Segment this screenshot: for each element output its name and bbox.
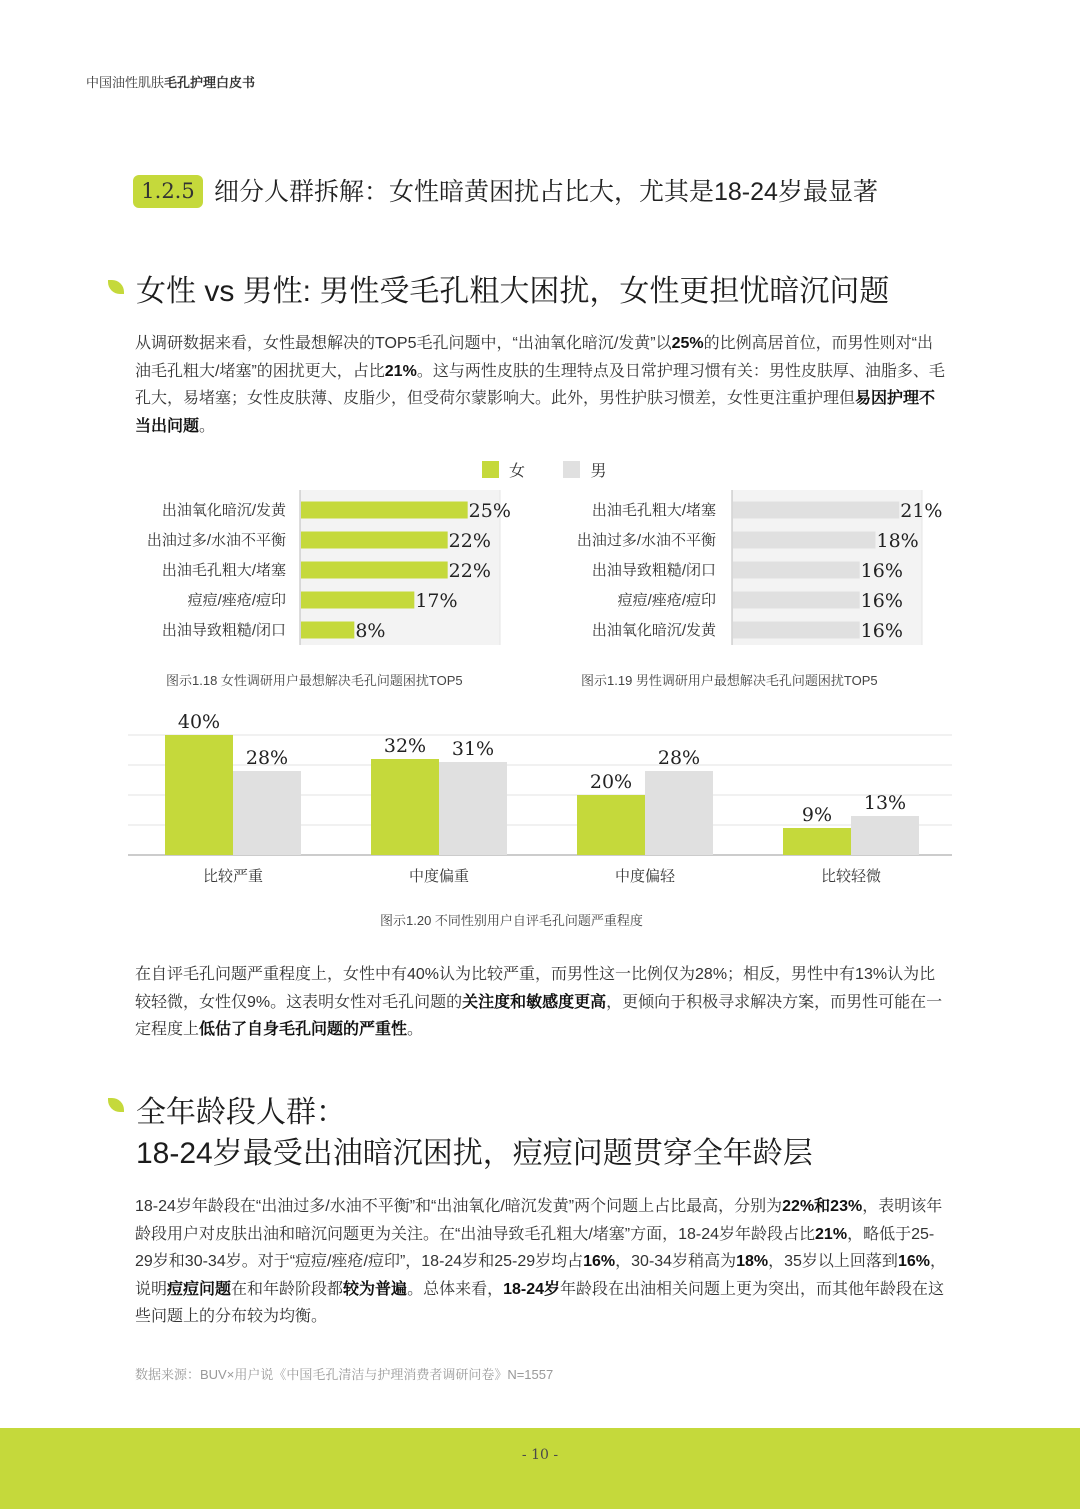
value-label: 22% [448, 560, 491, 582]
bold-run: 18% [736, 1253, 769, 1270]
value-label: 18% [876, 530, 919, 552]
text-run: ，更倾向于积极寻求解决方案，而男性可能在一定程度上 [135, 993, 943, 1038]
bar [301, 502, 468, 519]
legend-female-swatch [482, 461, 499, 478]
bold-run: 易因护理不当出问题 [135, 390, 936, 435]
bar [165, 735, 233, 855]
footer-band [0, 1428, 1080, 1509]
value-label: 17% [415, 590, 458, 612]
legend-female-label: 女 [509, 463, 526, 480]
bar [783, 828, 851, 855]
severity-chart [128, 700, 952, 895]
chart-caption-female: 图示1.18 女性调研用户最想解决毛孔问题困扰TOP5 [166, 673, 463, 688]
bar [301, 592, 414, 609]
bold-run: 21% [384, 362, 417, 380]
female-top5-chart [120, 490, 540, 650]
bar [851, 816, 919, 855]
value-label: 20% [589, 771, 633, 793]
category-label: 比较严重 [202, 868, 264, 885]
bold-run: 18-24岁 [503, 1280, 561, 1298]
value-label: 28% [657, 747, 701, 769]
bar [301, 532, 448, 549]
value-label: 32% [383, 735, 427, 757]
text-run: ，略低于25-29岁和30-34岁。对于“痘痘/痤疮/痘印”，18-24岁和25-29岁均占 [135, 1225, 935, 1270]
value-label: 31% [451, 738, 495, 760]
header-title: 中国油性肌肤毛孔护理白皮书 [86, 75, 256, 90]
chart-legend [482, 458, 640, 481]
category-label: 中度偏重 [408, 868, 470, 885]
category-label: 中度偏轻 [614, 868, 676, 885]
value-label: 16% [860, 560, 903, 582]
text-run: 的比例高居首位，而男性则对“出油毛孔粗大/堵塞”的困扰更大，占比 [135, 335, 933, 380]
category-label: 出油毛孔粗大/堵塞 [591, 502, 716, 519]
bold-run: 25% [671, 335, 704, 352]
value-label: 16% [860, 620, 903, 642]
category-label: 出油氧化暗沉/发黄 [161, 502, 286, 519]
text-run: 在自评毛孔问题严重程度上，女性中有40%认为比较严重，而男性这一比例仅为28%；相反，男性中有13%认为比较轻微，女性仅9%。这表明女性对毛孔问题的 [135, 966, 936, 1011]
value-label: 25% [468, 500, 511, 522]
value-label: 13% [863, 792, 907, 814]
bar [733, 592, 860, 609]
bold-run: 22%和23% [782, 1198, 863, 1215]
page-number: - 10 - [521, 1447, 559, 1463]
text-run: 。 [199, 417, 216, 435]
value-label: 9% [801, 804, 833, 826]
bold-run: 较为普遍 [343, 1280, 408, 1298]
category-label: 出油过多/水油不平衡 [576, 532, 716, 549]
value-label: 8% [355, 620, 386, 642]
section-number-badge: 1.2.5 [133, 175, 203, 208]
text-run: ，30-34岁稍高为 [615, 1253, 737, 1270]
legend-male-swatch [563, 461, 580, 478]
data-source-note: 数据来源：BUV×用户说《中国毛孔清洁与护理消费者调研问卷》N=1557 [135, 1367, 554, 1382]
text-run: 在和年龄阶段都 [231, 1280, 344, 1298]
value-label: 21% [900, 500, 943, 522]
text-run: 年龄段在出油相关问题上更为突出，而其他年龄段在这些问题上的分布较为均衡。 [135, 1280, 945, 1325]
part2-heading-line2: 18-24岁最受出油暗沉困扰，痘痘问题贯穿全年龄层 [136, 1137, 813, 1170]
bar [371, 759, 439, 855]
legend-male [563, 458, 606, 481]
bar [233, 771, 301, 855]
bold-run: 低估了自身毛孔问题的严重性 [199, 1021, 408, 1038]
chart-caption-male: 图示1.19 男性调研用户最想解决毛孔问题困扰TOP5 [581, 673, 878, 688]
text-run: 。 [407, 1021, 424, 1038]
part2-paragraph [135, 1193, 947, 1331]
bar [733, 532, 876, 549]
value-label: 16% [860, 590, 903, 612]
part1-paragraph [135, 330, 947, 440]
category-label: 出油毛孔粗大/堵塞 [161, 562, 286, 579]
bar [733, 562, 860, 579]
bar [301, 562, 448, 579]
category-label: 痘痘/痤疮/痘印 [187, 592, 286, 609]
category-label: 痘痘/痤疮/痘印 [617, 592, 716, 609]
text-run: ，说明 [135, 1253, 946, 1298]
bold-run: 痘痘问题 [167, 1280, 232, 1298]
part1-paragraph-2 [135, 961, 947, 1044]
leaf-icon [108, 1098, 124, 1112]
value-label: 28% [245, 747, 289, 769]
value-label: 40% [177, 711, 221, 733]
bold-run: 16% [583, 1253, 616, 1270]
text-run: 18-24岁年龄段在“出油过多/水油不平衡”和“出油氧化/暗沉发黄”两个问题上占比最高，分别为 [135, 1198, 783, 1215]
text-run: 从调研数据来看，女性最想解决的TOP5毛孔问题中，“出油氧化暗沉/发黄”以 [135, 335, 672, 352]
legend-female [482, 458, 525, 481]
section-title: 细分人群拆解：女性暗黄困扰占比大，尤其是18-24岁最显著 [214, 178, 878, 206]
text-run: 。这与两性皮肤的生理特点及日常护理习惯有关：男性皮肤厚、油脂多、毛孔大，易堵塞；女性皮肤薄、皮脂少，但受荷尔蒙影响大。此外，男性护肤习惯差，女性更注重护理但 [135, 362, 945, 407]
bar [301, 622, 354, 639]
category-label: 出油过多/水油不平衡 [146, 532, 286, 549]
male-top5-chart [560, 490, 960, 650]
category-label: 出油导致粗糙/闭口 [591, 562, 716, 579]
bold-run: 关注度和敏感度更高 [462, 993, 607, 1011]
text-run: 。总体来看， [407, 1280, 504, 1298]
bar [577, 795, 645, 855]
legend-male-label: 男 [590, 463, 607, 480]
category-label: 出油氧化暗沉/发黄 [591, 622, 716, 639]
chart-caption-severity: 图示1.20 不同性别用户自评毛孔问题严重程度 [380, 913, 643, 928]
text-run: ，35岁以上回落到 [768, 1253, 898, 1270]
bold-run: 21% [815, 1225, 848, 1243]
part2-heading-line1: 全年龄段人群： [136, 1096, 346, 1129]
category-label: 出油导致粗糙/闭口 [161, 622, 286, 639]
value-label: 22% [448, 530, 491, 552]
category-label: 比较轻微 [820, 868, 882, 885]
bar [733, 502, 899, 519]
bar [439, 762, 507, 855]
bar [645, 771, 713, 855]
text-run: ，表明该年龄段用户对皮肤出油和暗沉问题更为关注。在“出油导致毛孔粗大/堵塞”方面，18-24岁年龄段占比 [135, 1198, 943, 1243]
bar [733, 622, 860, 639]
part1-heading: 女性 vs 男性: 男性受毛孔粗大困扰，女性更担忧暗沉问题 [136, 275, 890, 308]
leaf-icon [108, 280, 124, 294]
bold-run: 16% [897, 1253, 930, 1270]
